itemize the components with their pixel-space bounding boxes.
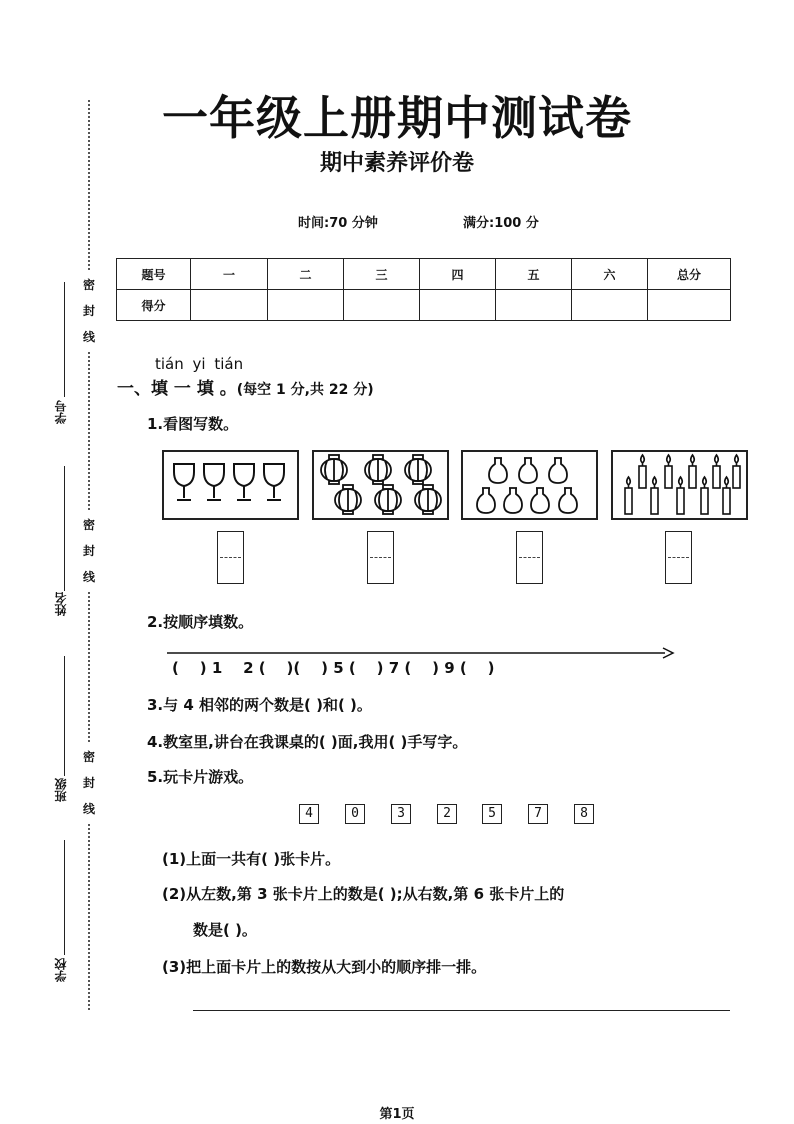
score-cell[interactable] xyxy=(572,290,648,321)
score-header-cell: 一 xyxy=(191,259,268,290)
number-card: 3 xyxy=(391,804,411,824)
score-table-score-row xyxy=(117,290,731,321)
score-header-cell: 三 xyxy=(344,259,420,290)
score-header-cell: 五 xyxy=(496,259,572,290)
number-sequence[interactable]: ( ) 1 2 ( )( ) 5 ( ) 7 ( ) 9 ( ) xyxy=(172,659,495,677)
page-number: 第1页 xyxy=(379,1107,415,1122)
student-id-line[interactable] xyxy=(64,282,65,397)
picture-box-vases xyxy=(461,450,598,520)
lantern-icon xyxy=(314,452,447,518)
score-cell[interactable] xyxy=(648,290,731,321)
q5-sub3: (3)把上面卡片上的数按从大到小的顺序排一排。 xyxy=(162,958,487,976)
vase-icon xyxy=(463,452,596,518)
class-label: 班级 xyxy=(54,778,68,802)
seal-char: 封 xyxy=(82,538,96,564)
section-heading xyxy=(117,374,374,399)
score-header-cell: 二 xyxy=(268,259,344,290)
section-note: (每空 1 分,共 22 分) xyxy=(236,382,374,398)
student-id-label: 学号 xyxy=(54,400,68,424)
score-cell[interactable] xyxy=(420,290,496,321)
seal-char: 封 xyxy=(82,298,96,324)
score-cell[interactable] xyxy=(496,290,572,321)
number-card: 0 xyxy=(345,804,365,824)
q5-sub1[interactable]: (1)上面一共有( )张卡片。 xyxy=(162,850,341,868)
exam-full-score: 满分:100 分 xyxy=(463,216,539,231)
name-label: 姓名 xyxy=(54,592,68,616)
seal-char: 密 xyxy=(82,512,96,538)
score-header-cell: 总分 xyxy=(648,259,731,290)
answer-box[interactable] xyxy=(217,531,244,584)
seal-char: 封 xyxy=(82,770,96,796)
answer-box[interactable] xyxy=(665,531,692,584)
q5-sub2-cont[interactable]: 数是( )。 xyxy=(193,921,257,939)
seal-char: 线 xyxy=(82,564,96,590)
exam-time: 时间:70 分钟 xyxy=(298,216,378,231)
answer-line[interactable] xyxy=(193,1010,730,1011)
answer-box[interactable] xyxy=(516,531,543,584)
q1-label: 1.看图写数。 xyxy=(147,415,239,433)
school-label: 学校 xyxy=(54,958,68,982)
score-cell[interactable] xyxy=(268,290,344,321)
number-card: 4 xyxy=(299,804,319,824)
page-subtitle: 期中素养评价卷 xyxy=(319,151,474,176)
q2-label: 2.按顺序填数。 xyxy=(147,613,254,631)
seal-char: 密 xyxy=(82,272,96,298)
number-card: 5 xyxy=(482,804,502,824)
name-line[interactable] xyxy=(64,466,65,591)
score-header-cell: 题号 xyxy=(117,259,191,290)
seal-char: 线 xyxy=(82,324,96,350)
seal-char: 线 xyxy=(82,796,96,822)
score-table-header-row xyxy=(117,259,731,290)
page-title: 一年级上册期中测试卷 xyxy=(162,91,632,145)
seal-char: 密 xyxy=(82,744,96,770)
goblet-icon xyxy=(164,452,297,518)
picture-box-goblets xyxy=(162,450,299,520)
q5-sub2[interactable]: (2)从左数,第 3 张卡片上的数是( );从右数,第 6 张卡片上的 xyxy=(162,885,565,903)
class-line[interactable] xyxy=(64,656,65,776)
q5-label: 5.玩卡片游戏。 xyxy=(147,768,254,786)
number-card: 2 xyxy=(437,804,457,824)
score-header-cell: 六 xyxy=(572,259,648,290)
q4-text[interactable]: 4.教室里,讲台在我课桌的( )面,我用( )手写字。 xyxy=(147,733,468,751)
number-line-arrow xyxy=(165,646,675,660)
score-table xyxy=(116,258,731,321)
q3-text[interactable]: 3.与 4 相邻的两个数是( )和( )。 xyxy=(147,696,372,714)
number-card: 8 xyxy=(574,804,594,824)
section-title: 一、填 一 填 。 xyxy=(117,379,237,399)
candle-icon xyxy=(613,452,746,518)
picture-box-candles xyxy=(611,450,748,520)
school-line[interactable] xyxy=(64,840,65,955)
answer-box[interactable] xyxy=(367,531,394,584)
picture-box-lanterns xyxy=(312,450,449,520)
score-cell[interactable] xyxy=(191,290,268,321)
number-card: 7 xyxy=(528,804,548,824)
section-pinyin: tián yi tián xyxy=(155,355,244,373)
score-row-label: 得分 xyxy=(117,290,191,321)
score-header-cell: 四 xyxy=(420,259,496,290)
score-cell[interactable] xyxy=(344,290,420,321)
